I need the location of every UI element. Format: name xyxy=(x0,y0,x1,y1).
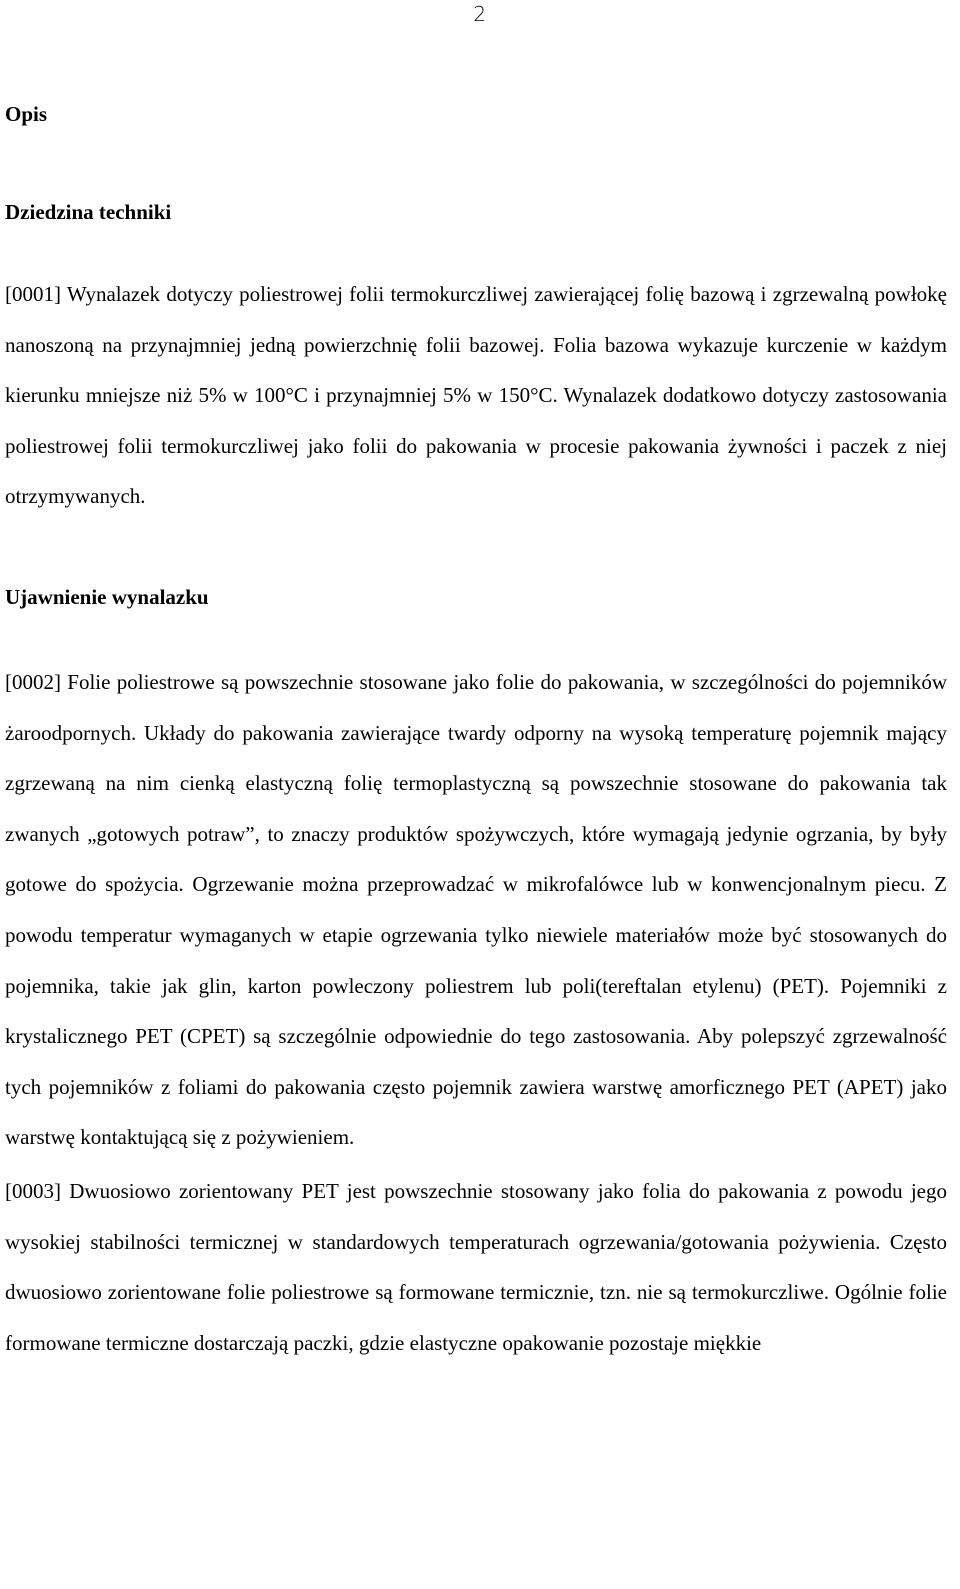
page-number: 2 xyxy=(473,2,487,26)
document-body xyxy=(5,88,947,1368)
heading-opis: Opis xyxy=(5,102,48,126)
paragraph-0001: [0001] Wynalazek dotyczy poliestrowej folii termokurczliwej zawierającej folię bazową i zgrzewalną powłokę nanoszoną na przynajmniej jedną powierzchnię folii bazowej. Folia bazowa wykazuje kurczenie w każdym kierunku mniejsze niż 5% w 100°C i przynajmniej 5% w 150°C. Wynalazek dodatkowo dotyczy zastosowania poliestrowej folii termokurczliwej jako folii do pakowania w procesie pakowania żywności i paczek z niej otrzymywanych. xyxy=(5,282,947,509)
heading-ujawnienie-wynalazku: Ujawnienie wynalazku xyxy=(5,584,209,609)
heading-dziedzina-techniki: Dziedzina techniki xyxy=(5,200,172,224)
paragraph-0002: [0002] Folie poliestrowe są powszechnie stosowane jako folie do pakowania, w szczególności do pojemników żaroodpornych. Układy do pakowania zawierające twardy odporny na wysoką temperaturę pojemnik mający zgrzewaną na nim cienką elastyczną folię termoplastyczną są powszechnie stosowane do pakowania tak zwanych „gotowych potraw”, to znaczy produktów spożywczych, które wymagają jedynie ogrzania, by były gotowe do spożycia. Ogrzewanie można przeprowadzać w mikrofalówce lub w konwencjonalnym piecu. Z powodu temperatur wymaganych w etapie ogrzewania tylko niewiele materiałów może być stosowanych do pojemnika, takie jak glin, karton powleczony poliestrem lub poli(tereftalan etylenu) (PET). Pojemniki z krystalicznego PET (CPET) są szczególnie odpowiednie do tego zastosowania. Aby polepszyć zgrzewalność tych pojemników z foliami do pakowania często pojemnik zawiera warstwę amorficznego PET (APET) jako warstwę kontaktującą się z pożywieniem. xyxy=(5,669,947,1150)
paragraph-0003: [0003] Dwuosiowo zorientowany PET jest powszechnie stosowany jako folia do pakowania z powodu jego wysokiej stabilności termicznej w standardowych temperaturach ogrzewania/gotowania pożywienia. Często dwuosiowo zorientowane folie poliestrowe są formowane termicznie, tzn. nie są termokurczliwe. Ogólnie folie formowane termiczne dostarczają paczki, gdzie elastyczne opakowanie pozostaje miękkie xyxy=(5,1178,947,1355)
